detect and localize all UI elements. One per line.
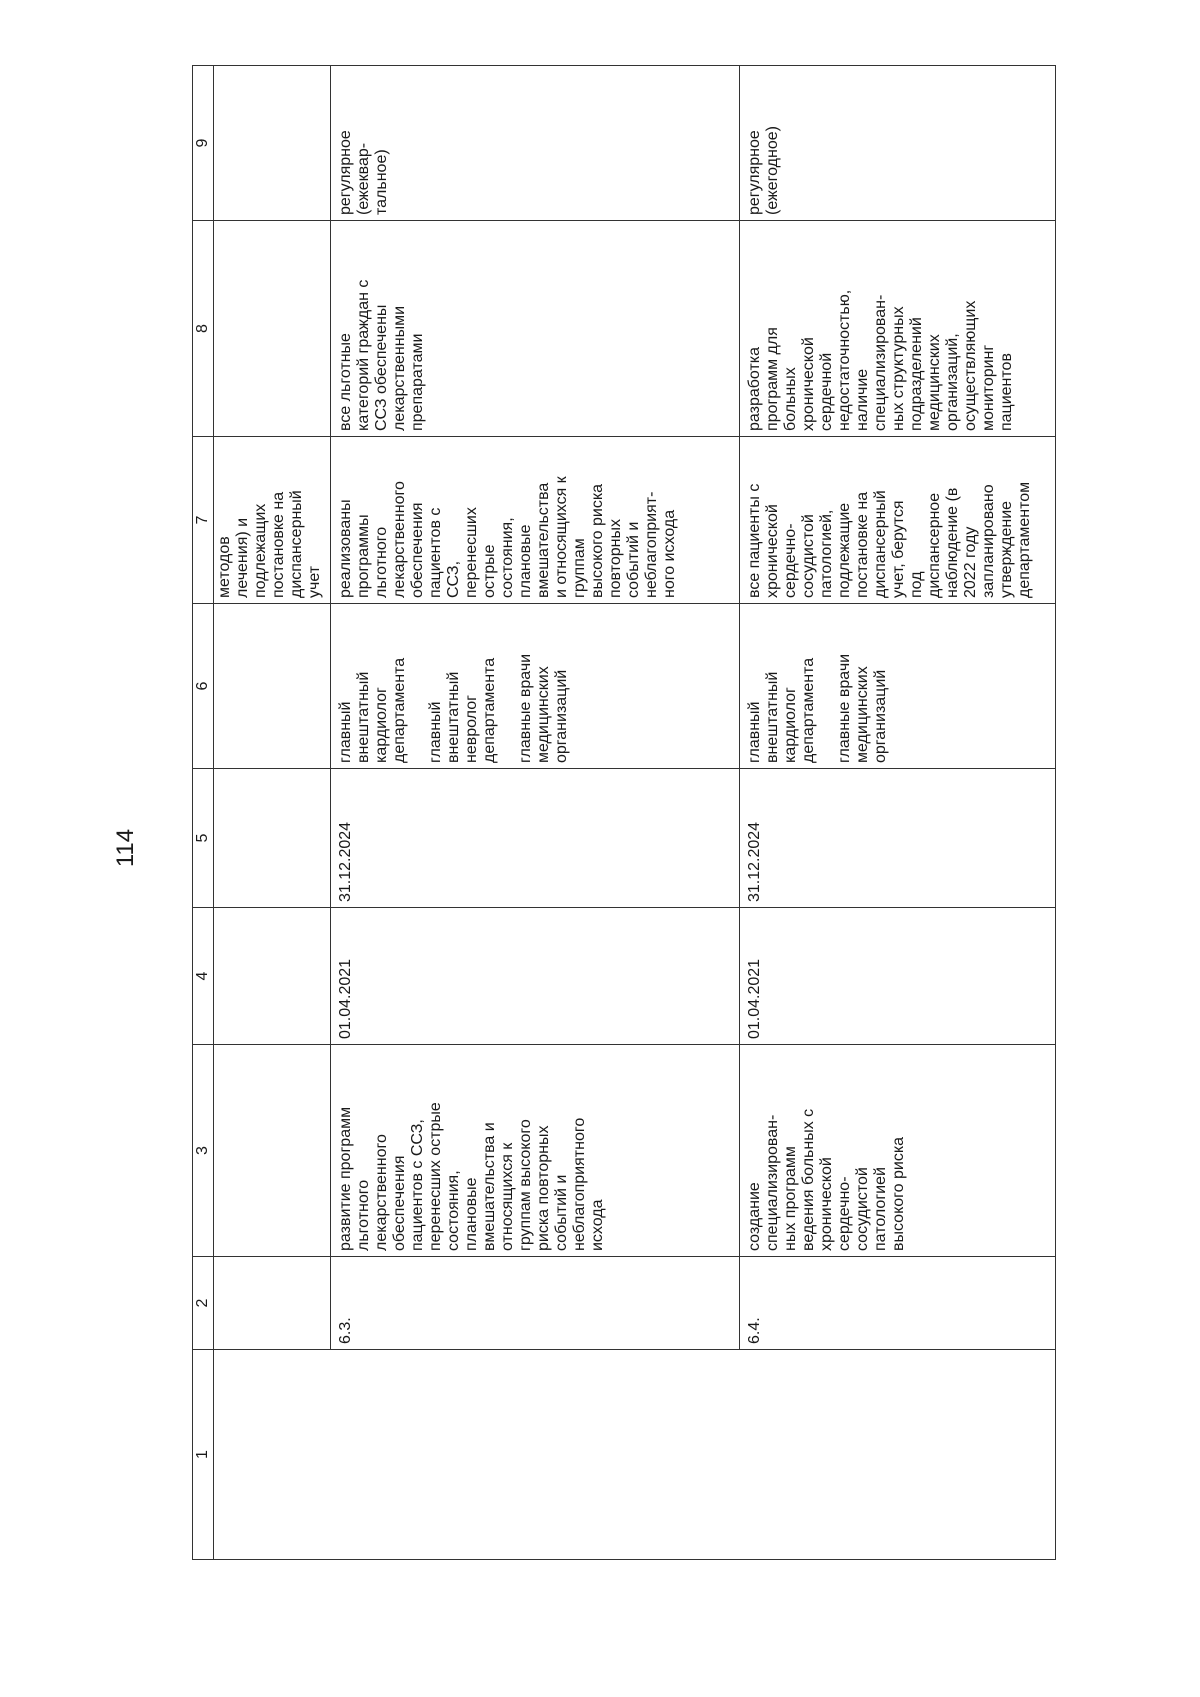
table-cell-col-8 [331,221,740,437]
table-cell-col-4 [740,908,1056,1045]
cell-text: реализованы программы льготного лекарственного обеспечения пациентов с ССЗ, перенесших острые состояния, плановые вмешательства и относящихся к группам высокого риска повторных событий и неблагоприят- ного исхода [337,476,678,598]
table-row [740,66,1056,1560]
table-cell-col-5 [740,769,1056,908]
table-cell-col-9 [740,66,1056,221]
table-cell-col-1 [214,1350,331,1560]
cell-paragraph: главный внештатный невролог департамента [427,657,498,763]
table-cell-col-6 [214,604,331,769]
table-cell-col-9 [214,66,331,221]
table-cell-col-2 [740,1257,1056,1350]
table-cell-col-7 [214,437,331,604]
column-header-9: 9 [193,66,214,221]
cell-text: 6.3. [337,1317,354,1344]
column-header-4: 4 [193,908,214,1045]
cell-text: регулярное (ежеквар- тальное) [337,130,390,215]
cell-paragraph: главный внештатный кардиолог департамента [337,657,408,763]
column-header-6: 6 [193,604,214,769]
cell-text: 01.04.2021 [337,958,354,1039]
table-cell-col-3 [331,1045,740,1257]
table-cell-col-7 [331,437,740,604]
table-cell-col-7 [740,437,1056,604]
cell-text: развитие программ льготного лекарственного обеспечения пациентов с ССЗ, перенесших острые состояния, плановые вмешательства и относящихся к группам высокого риска повторных событий и неблагоприятного исхода [337,1102,606,1251]
cell-text: все льготные категорий граждан с ССЗ обеспечены лекарственными препаратами [337,279,426,431]
table-cell-col-1 [331,1350,740,1560]
table-row [331,66,740,1560]
cell-text: 6.4. [746,1317,763,1344]
table-cell-col-5 [214,769,331,908]
table-cell-col-4 [214,908,331,1045]
cell-text: создание специализирован- ных программ ведения больных с хронической сердечно- сосудистой патологией высокого риска [746,1108,907,1251]
table-cell-col-6 [331,604,740,769]
table-cell-col-5 [331,769,740,908]
cell-text: 31.12.2024 [746,821,763,902]
table-cell-col-3 [740,1045,1056,1257]
table-cell-col-4 [331,908,740,1045]
column-header-3: 3 [193,1045,214,1257]
column-header-8: 8 [193,221,214,437]
column-header-7: 7 [193,437,214,604]
cell-paragraph: главные врачи медицинских организаций [517,653,570,763]
table-row [214,66,331,1560]
table-cell-col-9 [331,66,740,221]
cell-paragraph: главный внештатный кардиолог департамента [746,657,817,763]
column-header-2: 2 [193,1257,214,1350]
header-row [193,66,214,1560]
table-cell-col-3 [214,1045,331,1257]
table-cell-col-2 [214,1257,331,1350]
cell-text: регулярное (ежегодное) [746,126,781,215]
measures-table [192,65,1056,1560]
table-cell-col-2 [331,1257,740,1350]
page-number: 114 [112,828,139,868]
cell-text: разработка программ для больных хронической сердечной недостаточностью, наличие специализирован- ных структурных подразделений медицинских организаций, осуществляющих мониторинг пациентов [746,289,1015,431]
cell-text: 31.12.2024 [337,821,354,902]
table-cell-col-1 [740,1350,1056,1560]
table-cell-col-8 [740,221,1056,437]
table-cell-col-6 [740,604,1056,769]
cell-text: все пациенты с хронической сердечно- сосудистой патологией, подлежащие постановке на диспансерный учет, берутся под диспансерное наблюдение (в 2022 году запланировано утверждение департаментом [746,481,1033,598]
column-header-1: 1 [193,1350,214,1560]
cell-paragraph: главные врачи медицинских организаций [836,653,889,763]
cell-text: 01.04.2021 [746,958,763,1039]
column-header-5: 5 [193,769,214,908]
table-cell-col-8 [214,221,331,437]
cell-text: методов лечения) и подлежащих постановке на диспансерный учет [216,490,323,598]
